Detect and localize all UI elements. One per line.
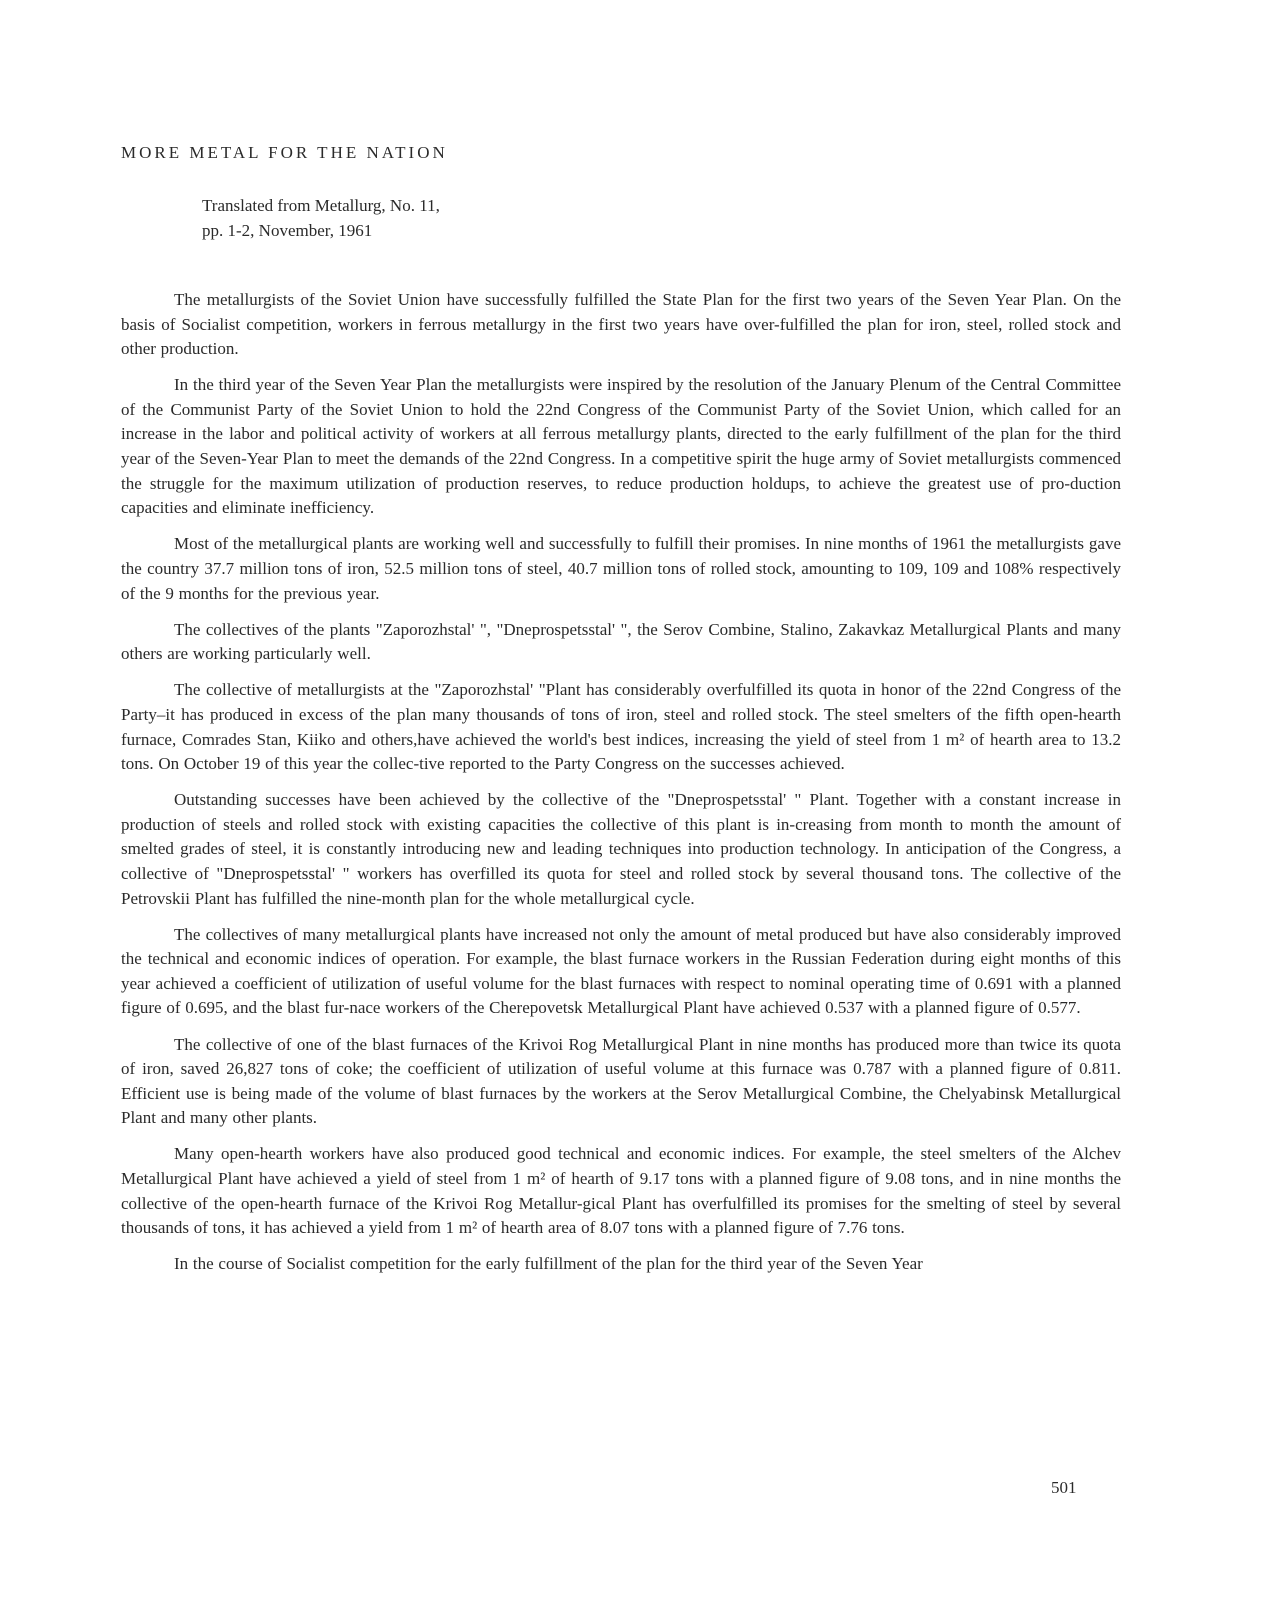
paragraph: In the course of Socialist competition for the early fulfillment of the plan for the third year of the Seven Year [174, 1254, 923, 1274]
paragraph: The collectives of the plants "Zaporozhstal' ", "Dneprospetsstal' ", the Serov Combine, Stalino, Zakavkaz Metallurgical Plants and many others are working particularly well. [121, 619, 1121, 664]
paragraph: The collectives of many metallurgical plants have increased not only the amount of metal produced but have also considerably improved the technical and economic indices of operation. For example, the blast furnace workers in the Russian Federation during eight months of this year achieved a coefficient of utilization of useful volume for the blast furnaces with respect to nominal operating time of 0.691 with a planned figure of 0.695, and the blast fur-nace workers of the Cherepovetsk Metallurgical Plant have achieved 0.537 with a planned figure of 0.577. [121, 924, 1121, 1018]
translation-source [202, 193, 440, 243]
source-line-journal: Translated from Metallurg, No. 11, [202, 196, 440, 215]
source-line-pages: pp. 1-2, November, 1961 [202, 221, 373, 240]
paragraph: Most of the metallurgical plants are working well and successfully to fulfill their promises. In nine months of 1961 the metallurgists gave the country 37.7 million tons of iron, 52.5 million tons of steel, 40.7 million tons of rolled stock, amounting to 109, 109 and 108% respectively of the 9 months for the previous year. [121, 534, 1121, 603]
article-title: MORE METAL FOR THE NATION [121, 143, 448, 162]
paragraph: In the third year of the Seven Year Plan the metallurgists were inspired by the resolution of the January Plenum of the Central Committee of the Communist Party of the Soviet Union to hold the 22nd Congress of the Communist Party of the Soviet Union, which called for an increase in the labor and political activity of workers at all ferrous metallurgy plants, directed to the early fulfillment of the plan for the third year of the Seven-Year Plan to meet the demands of the 22nd Congress. In a competitive spirit the huge army of Soviet metallurgists commenced the struggle for the maximum utilization of production reserves, to reduce production holdups, to achieve the greatest use of pro-duction capacities and eliminate inefficiency. [121, 375, 1121, 518]
paragraph: Many open-hearth workers have also produced good technical and economic indices. For example, the steel smelters of the Alchev Metallurgical Plant have achieved a yield of steel from 1 m² of hearth of 9.17 tons with a planned figure of 9.08 tons, and in nine months the collective of the open-hearth furnace of the Krivoi Rog Metallur-gical Plant has overfulfilled its promises for the smelting of steel by several thousands of tons, it has achieved a yield from 1 m² of hearth area of 8.07 tons with a planned figure of 7.76 tons. [121, 1144, 1121, 1238]
page-number: 501 [1051, 1478, 1077, 1497]
article-body [121, 288, 1121, 1288]
paragraph: The collective of metallurgists at the "Zaporozhstal' "Plant has considerably overfulfilled its quota in honor of the 22nd Congress of the Party–it has produced in excess of the plan many thousands of tons of iron, steel and rolled stock. The steel smelters of the fifth open-hearth furnace, Comrades Stan, Kiiko and others,have achieved the world's best indices, increasing the yield of steel from 1 m² of hearth area to 13.2 tons. On October 19 of this year the collec-tive reported to the Party Congress on the successes achieved. [121, 680, 1121, 774]
paragraph: The metallurgists of the Soviet Union have successfully fulfilled the State Plan for the first two years of the Seven Year Plan. On the basis of Socialist competition, workers in ferrous metallurgy in the first two years have over-fulfilled the plan for iron, steel, rolled stock and other production. [121, 290, 1121, 359]
paragraph: The collective of one of the blast furnaces of the Krivoi Rog Metallurgical Plant in nine months has produced more than twice its quota of iron, saved 26,827 tons of coke; the coefficient of utilization of useful volume at this furnace was 0.787 with a planned figure of 0.811. Efficient use is being made of the volume of blast furnaces by the workers at the Serov Metallurgical Combine, the Chelyabinsk Metallurgical Plant and many other plants. [121, 1034, 1121, 1128]
paragraph: Outstanding successes have been achieved by the collective of the "Dneprospetsstal' " Plant. Together with a constant increase in production of steels and rolled stock with existing capacities the collective of this plant is in-creasing from month to month the amount of smelted grades of steel, it is constantly introducing new and leading techniques into production technology. In anticipation of the Congress, a collective of "Dneprospetsstal' " workers has overfilled its quota for steel and rolled stock by several thousand tons. The collective of the Petrovskii Plant has fulfilled the nine-month plan for the whole metallurgical cycle. [121, 790, 1121, 908]
